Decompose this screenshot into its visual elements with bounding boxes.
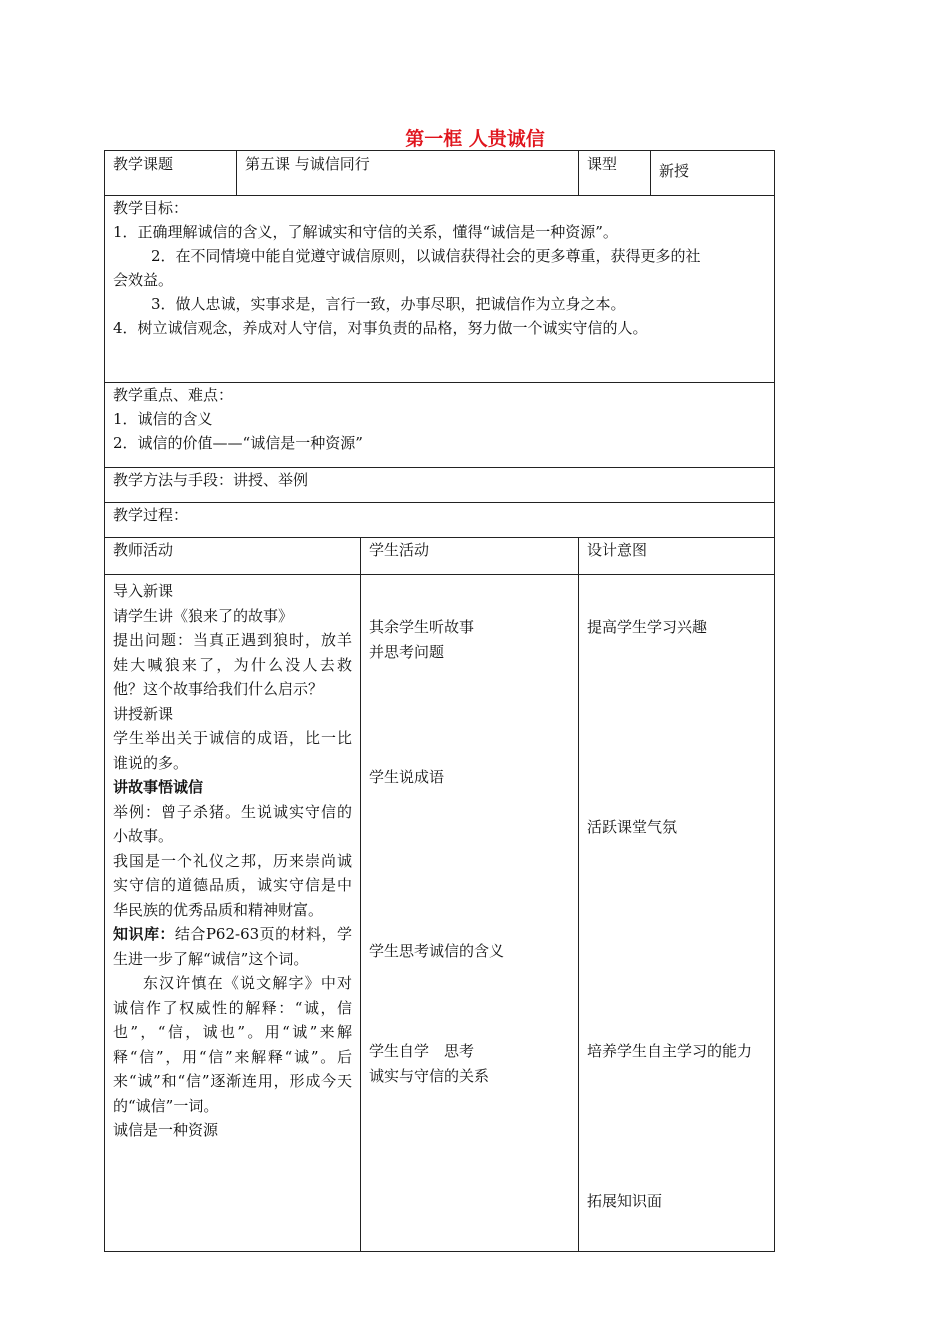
column-header-row <box>105 538 775 575</box>
goals-row <box>105 196 775 383</box>
method-cell: 教学方法与手段：讲授、举例 <box>105 468 775 503</box>
type-label: 课型 <box>579 151 651 196</box>
student-line: 学生自学 思考 <box>369 1042 475 1060</box>
student-line: 其余学生听故事 <box>369 618 475 636</box>
design-line: 拓展知识面 <box>587 1192 663 1210</box>
teacher-line <box>113 922 352 971</box>
teacher-line: 请学生讲《狼来了的故事》 <box>113 606 294 625</box>
design-line: 培养学生自主学习的能力 <box>587 1042 753 1060</box>
keypoints-row <box>105 383 775 468</box>
goal-item: 2．在不同情境中能自觉遵守诚信原则，以诚信获得社会的更多尊重，获得更多的社 <box>151 247 701 265</box>
student-line: 学生思考诚信的含义 <box>369 942 505 960</box>
teacher-line: 诚信是一种资源 <box>113 1121 219 1139</box>
keypoints-label: 教学重点、难点： <box>113 386 234 404</box>
teacher-line: 学生举出关于诚信的成语，比一比谁说的多。 <box>113 729 352 772</box>
goals-cell <box>105 196 775 383</box>
teacher-line: 讲授新课 <box>113 704 174 723</box>
lesson-plan-table <box>104 150 775 1252</box>
topic-value: 第五课 与诚信同行 <box>237 151 579 196</box>
design-line: 活跃课堂气氛 <box>587 818 678 836</box>
teacher-line: 举例：曾子杀猪。生说诚实守信的小故事。 <box>113 802 352 845</box>
goal-item: 4．树立诚信观念，养成对人守信，对事负责的品格，努力做一个诚实守信的人。 <box>113 319 648 337</box>
knowledge-text: 结合P62-63页的材料，学生进一步了解“诚信”这个词。 <box>113 925 352 968</box>
process-body-row <box>105 575 775 1252</box>
student-line: 诚实与守信的关系 <box>369 1067 490 1085</box>
goal-item: 3．做人忠诚，实事求是，言行一致，办事尽职，把诚信作为立身之本。 <box>151 295 626 313</box>
design-line: 提高学生学习兴趣 <box>587 618 708 636</box>
student-line: 并思考问题 <box>369 643 445 661</box>
method-row <box>105 468 775 503</box>
goal-item: 会效益。 <box>113 271 174 289</box>
teacher-line: 东汉许慎在《说文解字》中对诚信作了权威性的解释：“诚，信也”，“信，诚也”。用“诚”来解释“信”，用“信”来解释“诚”。后来“诚”和“信”逐渐连用，形成今天的“诚信”一词。 <box>113 974 352 1115</box>
student-activity-cell <box>361 575 579 1252</box>
keypoint-item: 2．诚信的价值——“诚信是一种资源” <box>113 434 363 452</box>
type-value: 新授 <box>651 151 775 196</box>
keypoint-item: 1．诚信的含义 <box>113 410 213 428</box>
column-header-teacher: 教师活动 <box>105 538 361 575</box>
teacher-line: 导入新课 <box>113 582 174 600</box>
column-header-student: 学生活动 <box>361 538 579 575</box>
column-header-design: 设计意图 <box>579 538 775 575</box>
teacher-line: 我国是一个礼仪之邦，历来崇尚诚实守信的道德品质，诚实守信是中华民族的优秀品质和精神财富。 <box>113 851 352 919</box>
goal-item: 1．正确理解诚信的含义，了解诚实和守信的关系，懂得“诚信是一种资源”。 <box>113 223 618 241</box>
keypoints-cell <box>105 383 775 468</box>
knowledge-label: 知识库： <box>113 925 175 943</box>
teacher-activity-cell <box>105 575 361 1252</box>
student-line: 学生说成语 <box>369 768 445 786</box>
topic-row <box>105 151 775 196</box>
topic-label: 教学课题 <box>105 151 237 196</box>
design-intent-cell <box>579 575 775 1252</box>
process-label: 教学过程： <box>105 503 775 538</box>
process-row <box>105 503 775 538</box>
teacher-line: 提出问题：当真正遇到狼时，放羊娃大喊狼来了，为什么没人去救他？这个故事给我们什么启示？ <box>113 631 352 698</box>
page-title: 第一框 人贵诚信 <box>405 128 545 150</box>
teacher-heading: 讲故事悟诚信 <box>113 778 204 796</box>
goals-label: 教学目标： <box>113 199 189 217</box>
